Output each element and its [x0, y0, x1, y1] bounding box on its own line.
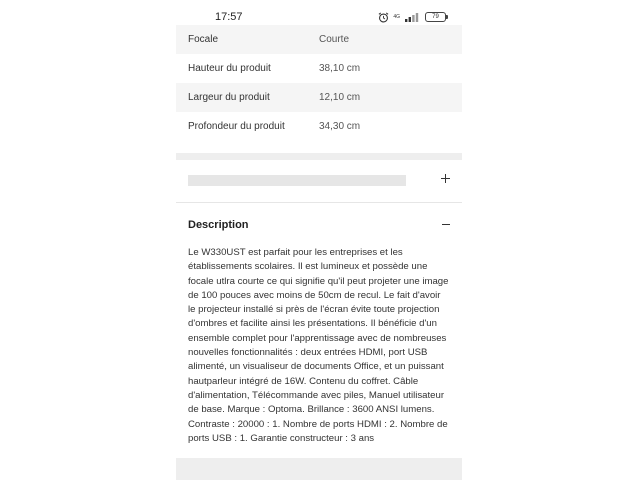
minus-icon[interactable]: [442, 224, 450, 225]
spec-value: Courte: [319, 34, 350, 45]
battery-level: 79: [432, 14, 439, 20]
spec-row: [176, 54, 462, 83]
description-text: Le W330UST est parfait pour les entreprises et les établissements scolaires. Il est lumineux et possède une focale utlra courte ce qui signifie qu'il peut projeter une image de 100 pouces avec moins de 50cm de recul. Le fait d'avoir le projecteur installé si près de l'écran évite toute projection d'ombres et facilite ainsi les présentations. Il bénéficie d'un ensemble complet pour l'apprentissage avec de nombreuses nouvelles fonctionnalités : deux entrées HDMI, port USB alimenté, un visualiseur de documents Office, et un puissant hautparleur intégré de 16W. Contenu du coffret. Câble d'alimentation, Télécommande avec piles, Manuel utilisateur de base. Marque : Optoma. Brillance : 3600 ANSI lumens. Contraste : 20000 : 1. Nombre de ports HDMI : 2. Nombre de ports USB : 1. Garantie constructeur : 3 ans: [188, 247, 449, 444]
spec-row: [176, 25, 462, 54]
spec-row: [176, 83, 462, 112]
status-icons: [378, 10, 446, 24]
bottom-section-band: [176, 458, 462, 480]
spec-label: Hauteur du produit: [188, 63, 271, 74]
plus-icon[interactable]: [441, 174, 450, 183]
spec-row: [176, 112, 462, 141]
phone-screen: [176, 0, 462, 480]
spec-label: Focale: [188, 34, 219, 45]
spec-label: Largeur du produit: [188, 92, 270, 103]
status-time: 17:57: [215, 11, 243, 23]
alarm-icon: [378, 12, 389, 23]
battery-icon: [425, 12, 446, 22]
spec-value: 34,30 cm: [319, 121, 361, 132]
section-divider: [176, 153, 462, 160]
signal-icon: [405, 12, 421, 22]
spec-label: Profondeur du produit: [188, 121, 285, 132]
spec-value: 38,10 cm: [319, 63, 361, 74]
network-type-label: 4G: [393, 13, 400, 20]
loading-placeholder: [188, 175, 406, 186]
collapsed-section-header[interactable]: [176, 160, 462, 203]
spec-value: 12,10 cm: [319, 92, 361, 103]
description-title: Description: [188, 219, 249, 231]
description-header[interactable]: [176, 203, 462, 245]
spec-table: [176, 25, 462, 141]
